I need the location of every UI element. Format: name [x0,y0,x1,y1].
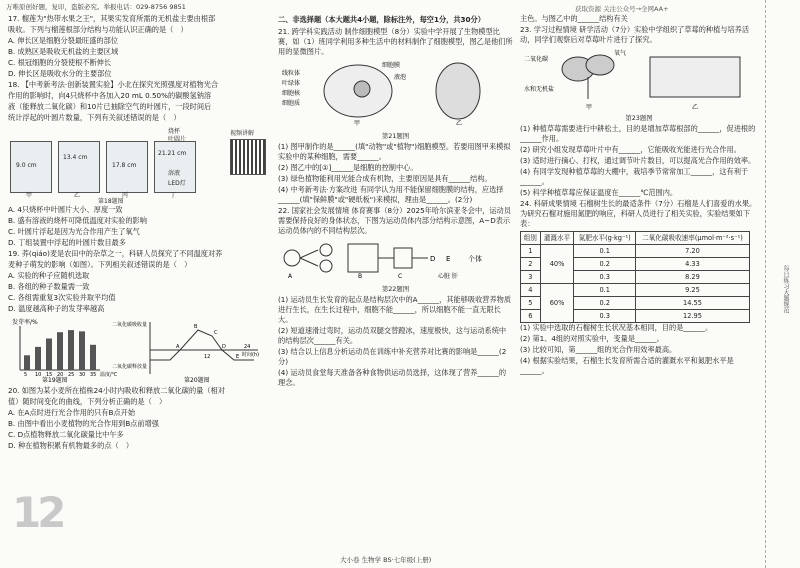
part-label: 细胞核 [282,90,301,97]
page-footer: 大小卷 生物学 BS·七年级(上册) [340,556,432,564]
point-label: C [214,330,218,336]
question-24-stem: 24. 科研成果情境 石榴树生长的最适条件（7分）石榴是人们喜爱的水果。为研究石榴对施用氮肥的响应，科研人员进行了相关实验，实验结果如下表： [520,199,757,228]
text-line: 19. 荞(qiáo)麦是农田中的杂草之一，科研人员探究了不同温度对荞 [8,249,223,258]
table-row: 5 0.2 14.55 [521,297,750,310]
distance-label: 17.8 cm [112,162,137,169]
question-20 [8,386,270,451]
subquestion: (1) 种植草莓需要进行中耕松土，目的是增加草莓根部的______，促进根的______作用。 [520,124,756,143]
table-header: 氮肥水平(g·kg⁻¹) [574,232,635,245]
water-label: 水和无机盐 [524,86,555,93]
page-header-right: 获取资源 关注公众号→全网AA+ [575,5,669,13]
option: A. 4只烧杯中叶圆片大小、厚度一致 [8,205,123,214]
gas-label: 二氧化碳 [524,56,549,63]
fig19-ylabel: 发芽率/% [12,319,38,326]
option: B. 盛有溶液的烧杯可降低温度对实验的影响 [8,216,147,225]
text-line: 液（能释放二氧化碳）和10片已抽除空气的叶圆片，一段时间后 [8,102,212,111]
point-label: D [222,344,226,350]
page-header: 万唯原创好题，复印，盗版必究。举报电话：029-8756 9851 [6,3,186,11]
subquestion: (3) 结合以上信息分析运动员在训练中补充营养对比赛的影响是______(2分) [278,347,507,366]
fig19-tick: 5 [24,372,28,378]
part-label: 叶绿体 [282,80,301,87]
text-line: 主色。与图乙中的______结构有关 [520,14,628,23]
micrograph [436,63,480,119]
fig19-caption: 第19题图 [42,377,68,384]
section-title: 二、非选择题（本大题共4小题，除标注外，每空1分，共30分） [278,15,485,24]
label-ding: 丁 [170,192,177,199]
option: D. 种在植物积累有机物最多的点（ ） [8,441,134,450]
question-21-stem: 21. 跨学科实践活动 制作细胞模型（8分）实验中学开展了生物模型比赛，如（1）班同学利用多种生活中的材料制作了细胞模型，图乙是他们所用的显微图片。 [278,27,513,56]
subquestion: (4) 中考新考法·方案改进 有同学认为用不能保留细胞膜的结构，应选择______(填"保鲜膜"或"硬纸板")来模拟，理由是______。(2分) [278,185,504,204]
table-header: 灌溉水平 [540,232,574,245]
point-label: E [236,354,240,360]
subquestion: (3) 比较可知，第______组的光合作用效率最高。 [520,345,677,354]
table-row: 1 40% 0.1 7.20 [521,245,750,258]
figure-caption: 第22题图 [381,285,410,293]
table-header: 组别 [521,232,541,245]
fig19-bar [90,345,96,370]
beaker-yi [58,141,100,193]
question-19 [8,249,270,314]
fig19-bar [68,330,74,370]
text-line: 20. 如图为某小麦所在植株24小时内吸收和释放二氧化碳的量（相对 [8,386,225,395]
subquestion: (4) 运动员食堂每天准备各种食物供运动员选择，这体现了营养______的理念。 [278,368,507,387]
label-c: C [398,273,403,280]
subquestion: (2) 短道速滑过弯时，运动员双腿交替蹬冰，速度极快，这与运动系统中的结构层次______有关。 [278,326,507,345]
subquestion: (4) 有同学发现种植草莓的大棚中，栽培季节常常加工______，这有利于______。 [520,167,749,186]
label-d: D [430,255,436,263]
label-jia: 甲 [586,104,593,111]
option: B. 成熟区是吸收无机盐的主要区域 [8,47,119,56]
side-label: 每日练习大题规范 [782,265,789,313]
table-header: 二氧化碳吸收速率(μmol·m⁻²·s⁻¹) [635,232,749,245]
subquestion: (3) 适时进行摘心、打杈，通过调节叶片数目，可以提高光合作用的效率。 [520,156,756,165]
part-label: 叶圆片 [168,136,187,143]
part-label: 烧杯 [168,128,181,135]
fig19-tick: 15 [46,372,53,378]
nucleus-shape [354,81,370,97]
option: D. 温度越高种子的发芽率越高 [8,304,105,313]
option: A. 实验的种子应随机选取 [8,271,90,280]
cell-a [284,250,300,266]
option: C. 叶圆片浮起是因为光合作用产生了氧气 [8,227,140,236]
label-individual: 个体 [468,255,482,263]
label-b: B [358,273,363,280]
question-22-stem: 22. 国家社会发展情境 体育赛事（8分）2025年哈尔滨亚冬会中，运动员需要保持良好的身体状态，下图为运动员体内部分结构示意图，A~D表示运动员体内的不同结构层次。 [278,206,511,235]
fig19-bar [57,332,63,370]
text-line: 吸收。下列与榴莲根部分结构与功能认识正确的是（ ） [8,25,188,34]
point-label: B [194,324,198,330]
text-line: 统计浮起的叶圆片数量，下列有关叙述错误的是（ ） [8,113,181,122]
fig20-ylabel2: 二氧化碳释放量 [112,364,148,370]
fig19-tick: 20 [57,372,64,378]
fig19-bar [24,355,30,370]
fig20-caption: 第20题图 [184,377,210,384]
figure-caption: 第18题图 [98,198,124,205]
subquestion: (2) 第1、4组的对照实验中，变量是______。 [520,334,664,343]
distance-label: 13.4 cm [63,154,88,161]
text-line: 18. 【中考新考法·创新装置实验】小北在探究光照强度对植物光合 [8,80,219,89]
table-row: 6 0.3 12.95 [521,310,750,323]
label-e: E [446,255,451,263]
question-18 [8,80,270,123]
part-label: 线粒体 [282,70,301,77]
option: C. D点植物释放二氧化碳量比中午多 [8,430,124,439]
text-line: 17. 榴莲为"热带水果之王"，其果实发育所需的无机盐主要由根部 [8,14,216,23]
figure-22 [278,238,513,282]
figure-19-chart [8,316,268,384]
table-row: 4 60% 0.1 9.25 [521,284,750,297]
option: D. 丁组装置中浮起的叶圆片数目最多 [8,238,126,247]
column-a [8,14,270,452]
distance-label: 9.0 cm [16,162,37,169]
point-label: A [176,344,180,350]
question-18-options [8,205,270,248]
qr-code-icon[interactable] [230,139,266,175]
label-bing: 丙 [122,192,129,199]
option: B. 各组的种子数量需一致 [8,282,90,291]
label-a: A [288,273,293,280]
question-17 [8,14,270,79]
figures-19-20 [8,316,270,384]
part-label: 液泡 [394,74,407,81]
leaf-cross-section [650,57,740,97]
subquestion: (2) 研究小组发现草莓叶片中有______，它能吸收光能进行光合作用。 [520,145,741,154]
option: C. 各组需重复3次实验并取平均值 [8,293,116,302]
label-yi: 乙 [692,104,699,111]
label-jia: 甲 [354,120,361,127]
label-yi: 乙 [456,120,463,127]
subquestion: (1) 运动员生长发育的起点是结构层次中的A______，其能够吸收营养物质进行生长，在生长过程中，细胞不能______，所以细胞不能一直无限长大。 [278,295,512,324]
subquestion: (2) 图乙中的[①]______是细胞的控制中心。 [278,163,418,172]
fig19-tick: 30 [79,372,86,378]
subquestion: (3) 绿色植物能利用光能合成有机物，主要原因是具有______结构。 [278,174,492,183]
figure-23 [520,47,758,111]
table-row: 2 0.2 4.33 [521,258,750,271]
column-b [278,14,513,389]
fig20-tick: 24 [244,344,251,350]
label-jia: 甲 [26,192,33,199]
subquestion: (1) 实验中选取的石榴树生长状况基本相同，目的是______。 [520,323,713,332]
fig20-tick: 12 [204,354,211,360]
fig19-bar [46,339,52,371]
text-line: 麦种子萌发的影响（如图）。下列相关叙述错误的是（ ） [8,260,192,269]
option: A. 伸长区是细胞分裂最旺盛的部位 [8,36,118,45]
fig19-tick: 10 [35,372,42,378]
option: D. 伸长区是吸收水分的主要部位 [8,69,112,78]
subquestion: (5) 科学种植草莓应保证温度在______℃范围内。 [520,188,678,197]
subquestion: (1) 图甲制作的是______(填"动物"或"植物")细胞模型。若要用图甲来模拟实验中的某种细胞，需要______。 [278,142,511,161]
organ-c [394,248,412,268]
tissue-b [348,244,378,272]
fig19-bar [79,331,85,370]
text-line: 值）随时间变化的曲线，下列分析正确的是（ ） [8,397,167,406]
option: A. 在A点时进行光合作用的只有B点开始 [8,408,136,417]
label-yi: 乙 [74,192,81,199]
page-number: 12 [12,488,63,537]
figure-caption: 第21题图 [381,132,410,140]
part-label: 细胞膜 [382,62,401,69]
column-c [520,14,758,377]
question-23-stem: 23. 学习过程情境 研学活动（7分）实验中学组织了草莓的种植与培养活动，同学们观察后对草莓叶片进行了探究。 [520,25,750,44]
figure-18 [8,125,270,203]
part-label: LED灯 [168,180,186,187]
organ-names: 心脏 肝 [438,273,458,280]
fig19-tick: 25 [68,372,75,378]
leaf-shape [586,55,614,75]
option: C. 根冠细胞的分裂使根不断伸长 [8,58,112,67]
fig19-tick: 35 [90,372,97,378]
figure-caption: 第23题图 [625,114,653,122]
fig19-bar [35,347,41,370]
gas-label: 氧气 [614,50,627,57]
fig19-xlabel: 温度/℃ [100,372,118,378]
subquestion: (4) 根据实验结果，石榴生长发育所需合适的灌溉水平和氮肥水平是______。 [520,356,734,375]
fig20-ylabel: 二氧化碳吸收量 [112,322,148,328]
data-table [520,231,750,323]
part-label: 细胞质 [282,100,301,107]
figure-21 [278,59,513,129]
distance-label: 21.21 cm [158,150,187,157]
table-row: 3 0.3 8.29 [521,271,750,284]
qr-label: 视频讲解 [230,130,255,137]
part-label: 溶液 [168,170,181,177]
option: B. 由图中看出小麦植物的光合作用到B点前增强 [8,419,159,428]
fig20-xlabel: 时间(h) [242,352,260,358]
text-line: 作用的影响时，向4只烧杯中各加入20 mL 0.50%的碳酸氢钠溶 [8,91,212,100]
